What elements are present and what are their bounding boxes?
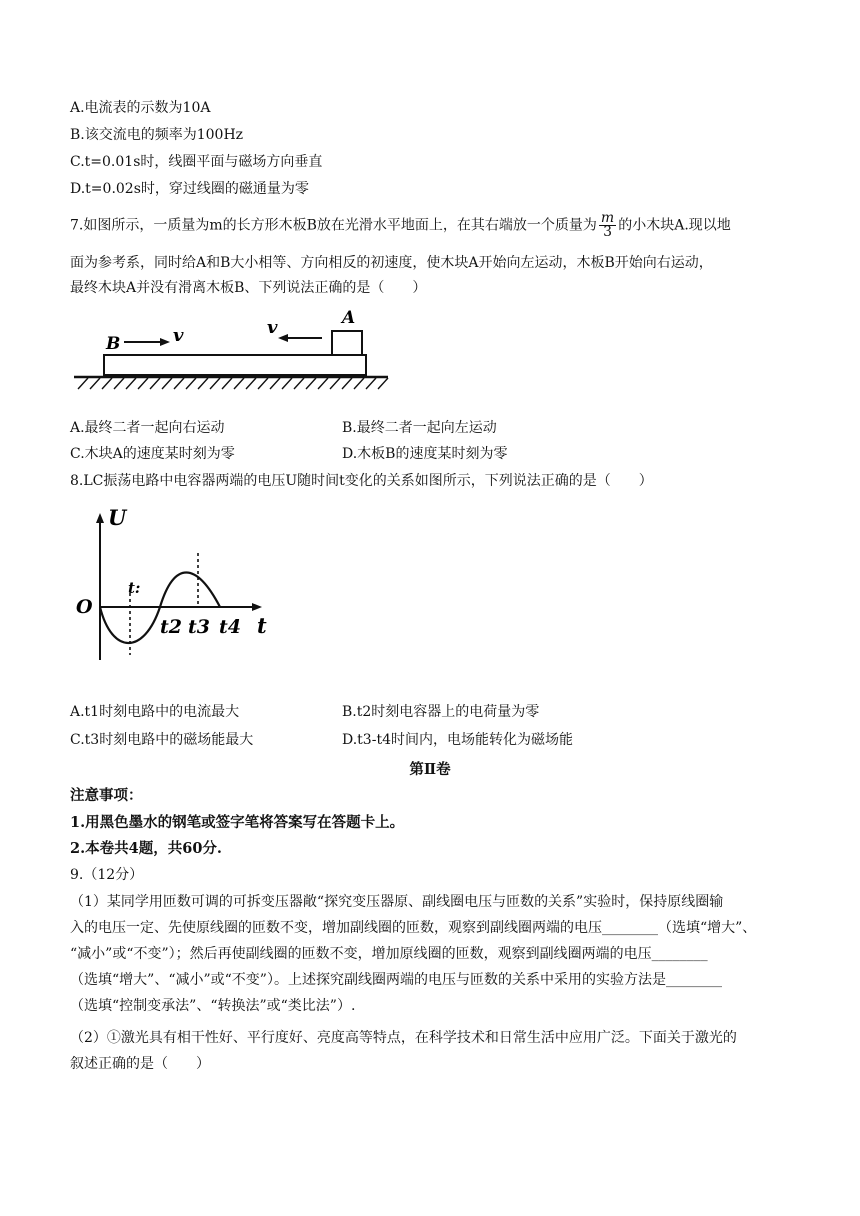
label-b: B	[106, 334, 121, 354]
t2-label: t2	[160, 616, 182, 638]
q7-fraction-denominator: 3	[603, 224, 613, 240]
label-a: A	[342, 308, 356, 328]
q9-part2-line1: （2）①激光具有相干性好、平行度好、亮度高等特点，在科学技术和日常生活中应用广泛。下面关于激光的	[70, 1030, 737, 1046]
q9-heading: 9.（12分）	[70, 867, 144, 883]
t4-label: t4	[219, 616, 241, 638]
q9-part2-line2: 叙述正确的是（ ）	[70, 1056, 210, 1072]
block-a	[332, 331, 362, 355]
q8-graph	[70, 505, 280, 665]
q7-stem-line2: 面为参考系，同时给A和B大小相等、方向相反的初速度，使木块A开始向左运动，木板B开始向右运动，	[70, 255, 713, 271]
q9-part1-line2: 入的电压一定、先使原线圈的匝数不变，增加副线圈的匝数，观察到副线圈两端的电压________（选填“增大”、	[70, 920, 757, 936]
q6-option-a: A.电流表的示数为10A	[70, 100, 211, 116]
q9-part1-line1: （1）某同学用匝数可调的可拆变压器敞“探究变压器原、副线圈电压与匝数的关系”实验时，保持原线圈输	[70, 894, 724, 910]
q9-part1-line4: （选填“增大”、“减小”或“不变”）。上述探究副线圈两端的电压与匝数的关系中采用的实验方法是________	[70, 972, 722, 988]
q8-option-b: B.t2时刻电容器上的电荷量为零	[342, 704, 540, 720]
x-axis-label: t	[257, 613, 267, 638]
q6-option-c: C.t=0.01s时，线圈平面与磁场方向垂直	[70, 154, 323, 170]
q8-option-a: A.t1时刻电路中的电流最大	[70, 704, 240, 720]
y-axis-arrow	[96, 513, 104, 523]
q7-figure	[70, 305, 400, 395]
q9-part1-line3: “减小”或“不变”）；然后再使副线圈的匝数不变，增加原线圈的匝数，观察到副线圈两端的电压________	[70, 946, 708, 962]
q6-option-b: B.该交流电的频率为100Hz	[70, 127, 244, 143]
arrow-b-head	[160, 338, 170, 346]
label-v-b: v	[173, 325, 184, 346]
q7-fraction-numerator: m	[600, 210, 615, 226]
ground-hatching	[78, 378, 388, 389]
x-axis-arrow	[252, 603, 262, 611]
q7-option-d: D.木板B的速度某时刻为零	[342, 446, 508, 462]
q7-option-b: B.最终二者一起向左运动	[342, 420, 497, 436]
q7-stem-part2: 的小木块A.现以地	[618, 217, 731, 234]
q9-part1-line5: （选填“控制变承法”、“转换法”或“类比法”）.	[70, 998, 356, 1014]
q7-stem-part1: 7.如图所示，一质量为m的长方形木板B放在光滑水平地面上，在其右端放一个质量为	[70, 217, 597, 234]
q7-stem-line3: 最终木块A并没有滑离木板B、下列说法正确的是（ ）	[70, 280, 427, 296]
q7-stem-line1	[70, 212, 731, 239]
label-v-a: v	[267, 317, 278, 338]
note-1: 1.用黑色墨水的钢笔或签字笔将答案写在答题卡上。	[70, 814, 405, 831]
q7-option-c: C.木块A的速度某时刻为零	[70, 446, 235, 462]
q8-stem: 8.LC振荡电路中电容器两端的电压U随时间t变化的关系如图所示，下列说法正确的是（ ）	[70, 473, 653, 489]
note-2: 2.本卷共4题，共60分.	[70, 840, 222, 857]
t3-label: t3	[188, 616, 210, 638]
part2-title: 第Ⅱ卷	[409, 761, 451, 778]
q7-fraction	[599, 212, 616, 239]
q7-option-a: A.最终二者一起向右运动	[70, 420, 225, 436]
q8-option-d: D.t3-t4时间内，电场能转化为磁场能	[342, 732, 573, 748]
notes-heading: 注意事项：	[70, 787, 143, 804]
t1-label: t:	[128, 579, 141, 597]
q6-option-d: D.t=0.02s时，穿过线圈的磁通量为零	[70, 181, 309, 197]
y-axis-label: U	[108, 505, 127, 530]
q8-option-c: C.t3时刻电路中的磁场能最大	[70, 732, 254, 748]
board-b	[104, 355, 366, 375]
origin-label: O	[76, 596, 93, 618]
